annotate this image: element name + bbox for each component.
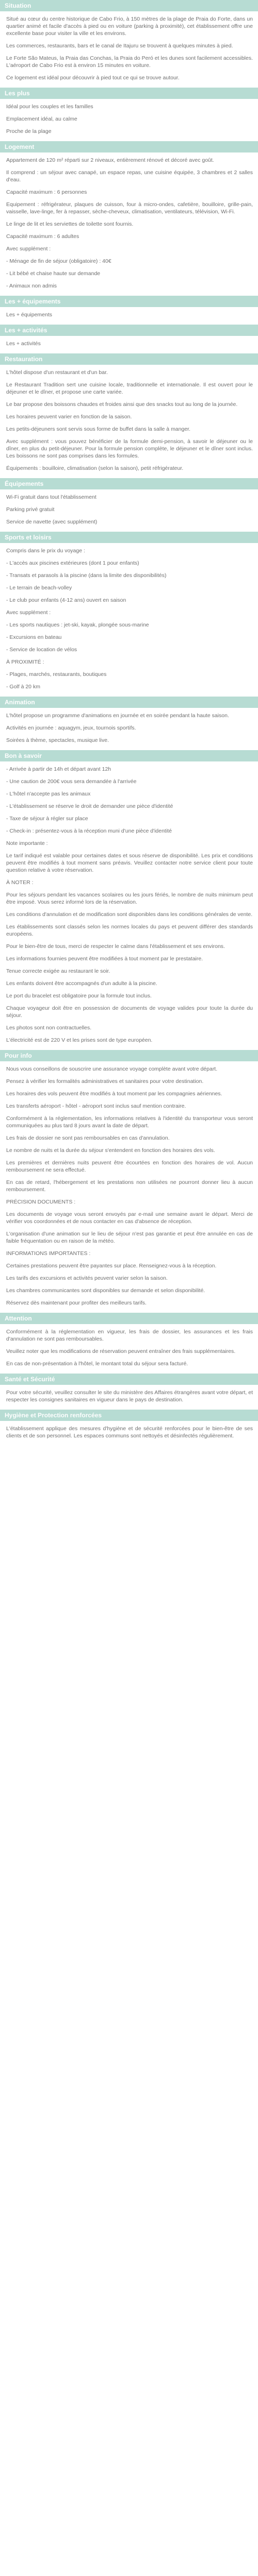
- section-paragraph: - Le club pour enfants (4-12 ans) ouvert en saison: [6, 597, 126, 603]
- section-paragraph: - Transats et parasols à la piscine (dans la limite des disponibilités): [6, 572, 167, 579]
- section-paragraph: Avec supplément :: [6, 246, 51, 252]
- section-paragraph: Les enfants doivent être accompagnés d'un adulte à la piscine.: [6, 980, 157, 987]
- section-paragraph: Ce logement est idéal pour découvrir à pied tout ce qui se trouve autour.: [6, 75, 180, 81]
- section-paragraph: Idéal pour les couples et les familles: [6, 104, 93, 110]
- section-paragraph: Les premières et dernières nuits peuvent être écourtées en fonction des horaires de vol. Aucun remboursement ne sera effectué.: [6, 1160, 253, 1173]
- section-paragraph: Les photos sont non contractuelles.: [6, 1025, 92, 1031]
- section-body: [0, 307, 258, 325]
- section-paragraph: Proche de la plage: [6, 128, 52, 134]
- section-body: [0, 152, 258, 296]
- section-paragraph: À NOTER :: [6, 879, 34, 886]
- section-body: [0, 761, 258, 1050]
- section-paragraph: Tenue correcte exigée au restaurant le soir.: [6, 968, 110, 974]
- section-paragraph: - Le terrain de beach-volley: [6, 585, 72, 591]
- section-paragraph: Le Forte São Mateus, la Praia das Conchas, la Praia do Peró et les dunes sont facilement accessibles. L'aéroport de Cabo Frio est à environ 15 minutes en voiture.: [6, 55, 253, 69]
- section-paragraph: Equipement : réfrigérateur, plaques de cuisson, four à micro-ondes, cafetière, bouilloire, grille-pain, vaisselle, lave-linge, fer à repasser, sèche-cheveux, climatisation, ventilateurs, télévision, Wi-Fi.: [6, 201, 253, 215]
- section-paragraph: En cas de retard, l'hébergement et les prestations non utilisées ne pourront donner lieu à aucun remboursement.: [6, 1179, 253, 1193]
- section-paragraph: Les conditions d'annulation et de modification sont disponibles dans les conditions générales de vente.: [6, 911, 253, 918]
- section-title: Bon à savoir: [0, 750, 258, 761]
- section-paragraph: En cas de non-présentation à l'hôtel, le montant total du séjour sera facturé.: [6, 1361, 188, 1367]
- section-title: Animation: [0, 697, 258, 708]
- section-paragraph: Le linge de lit et les serviettes de toilette sont fournis.: [6, 221, 134, 227]
- section-body: [0, 99, 258, 141]
- section-title: Pour info: [0, 1050, 258, 1061]
- section-paragraph: L'organisation d'une animation sur le lieu de séjour n'est pas garantie et peut être annulée en cas de faible fréquentation ou en raison de la météo.: [6, 1231, 253, 1244]
- section-paragraph: Les établissements sont classés selon les normes locales du pays et peuvent différer des standards européens.: [6, 924, 253, 937]
- section-paragraph: PRÉCISION DOCUMENTS :: [6, 1199, 76, 1205]
- section-title: Situation: [0, 0, 258, 11]
- section-paragraph: Les commerces, restaurants, bars et le canal de Itajuru se trouvent à quelques minutes à pied.: [6, 43, 233, 49]
- section-paragraph: Activités en journée : aquagym, jeux, tournois sportifs.: [6, 725, 136, 731]
- section-paragraph: Les horaires peuvent varier en fonction de la saison.: [6, 414, 132, 420]
- section-paragraph: Pour le bien-être de tous, merci de respecter le calme dans l'établissement et ses environs.: [6, 943, 225, 950]
- section-paragraph: Le Restaurant Tradition sert une cuisine locale, traditionnelle et internationale. Il est ouvert pour le déjeuner et le dîner, et propose une carte variée.: [6, 382, 253, 395]
- section-paragraph: Emplacement idéal, au calme: [6, 116, 77, 122]
- section-paragraph: - Les sports nautiques : jet-ski, kayak, plongée sous-marine: [6, 622, 149, 628]
- section-paragraph: Le port du bracelet est obligatoire pour la formule tout inclus.: [6, 993, 152, 999]
- section-paragraph: - Arrivée à partir de 14h et départ avant 12h: [6, 766, 111, 772]
- section-paragraph: Conformément à la réglementation, les informations relatives à l'identité du transporteur vous seront communiquées au plus tard 8 jours avant la date de départ.: [6, 1115, 253, 1129]
- section-paragraph: - Golf à 20 km: [6, 684, 40, 690]
- section-title: Restauration: [0, 353, 258, 365]
- section-paragraph: Avec supplément : vous pouvez bénéficier de la formule demi-pension, à savoir le déjeuner ou le dîner, en plus du petit-déjeuner. Pour la formule pension complète, le déjeuner et le dîner sont inclus. Les boissons ne sont pas comprises dans les formules.: [6, 438, 253, 459]
- section-paragraph: Appartement de 120 m² réparti sur 2 niveaux, entièrement rénové et décoré avec goût.: [6, 157, 214, 163]
- section-paragraph: - Check-in : présentez-vous à la réception muni d'une pièce d'identité: [6, 828, 172, 834]
- section-paragraph: - Lit bébé et chaise haute sur demande: [6, 270, 101, 277]
- section-title: Santé et Sécurité: [0, 1374, 258, 1385]
- section-body: [0, 489, 258, 532]
- section-paragraph: L'hôtel dispose d'un restaurant et d'un bar.: [6, 369, 108, 376]
- section-paragraph: À PROXIMITÉ :: [6, 659, 44, 665]
- section-paragraph: Les tarifs des excursions et activités peuvent varier selon la saison.: [6, 1275, 168, 1281]
- section-paragraph: - Taxe de séjour à régler sur place: [6, 816, 88, 822]
- section-title: Sports et loisirs: [0, 532, 258, 543]
- section-paragraph: - L'hôtel n'accepte pas les animaux: [6, 791, 91, 797]
- section-paragraph: Wi-Fi gratuit dans tout l'établissement: [6, 494, 96, 500]
- section-paragraph: Compris dans le prix du voyage :: [6, 548, 85, 554]
- section-paragraph: Certaines prestations peuvent être payantes sur place. Renseignez-vous à la réception.: [6, 1263, 217, 1269]
- section-body: [0, 543, 258, 697]
- section-body: [0, 1324, 258, 1374]
- section-body: [0, 1421, 258, 1446]
- section-paragraph: Les + équipements: [6, 312, 53, 318]
- section-title: Attention: [0, 1313, 258, 1324]
- section-paragraph: - Animaux non admis: [6, 283, 57, 289]
- section-paragraph: Il comprend : un séjour avec canapé, un espace repas, une cuisine équipée, 3 chambres et 2 salles d'eau.: [6, 170, 253, 183]
- section-paragraph: Veuillez noter que les modifications de réservation peuvent entraîner des frais supplémentaires.: [6, 1348, 236, 1354]
- section-paragraph: Le bar propose des boissons chaudes et froides ainsi que des snacks tout au long de la journée.: [6, 401, 238, 408]
- section-paragraph: Capacité maximum : 6 adultes: [6, 233, 79, 240]
- section-paragraph: Les + activités: [6, 341, 41, 347]
- section-body: [0, 365, 258, 478]
- section-paragraph: Les frais de dossier ne sont pas remboursables en cas d'annulation.: [6, 1135, 170, 1141]
- section-paragraph: Le nombre de nuits et la durée du séjour s'entendent en fonction des horaires des vols.: [6, 1147, 215, 1154]
- section-paragraph: Réservez dès maintenant pour profiter des meilleurs tarifs.: [6, 1300, 147, 1306]
- section-paragraph: - Plages, marchés, restaurants, boutiques: [6, 671, 107, 677]
- section-paragraph: Service de navette (avec supplément): [6, 519, 98, 525]
- section-paragraph: Le tarif indiqué est valable pour certaines dates et sous réserve de disponibilité. Les prix et conditions peuvent être modifiés à tout moment sans préavis. Veuillez contacter notre service client pour toute question relative à votre réservation.: [6, 853, 253, 873]
- section-title: Les + activités: [0, 325, 258, 336]
- section-paragraph: Pour les séjours pendant les vacances scolaires ou les jours fériés, le nombre de nuits minimum peut être imposé. Vous serez informé lors de la réservation.: [6, 892, 253, 905]
- section-paragraph: Situé au cœur du centre historique de Cabo Frio, à 150 mètres de la plage de Praia do Forte, dans un quartier animé et facile d'accès à pied ou en voiture (parking à proximité), cet établissement offre une excellente base pour visiter la ville et les environs.: [6, 16, 253, 37]
- section-paragraph: - Une caution de 200€ vous sera demandée à l'arrivée: [6, 778, 137, 785]
- section-paragraph: Capacité maximum : 6 personnes: [6, 189, 87, 195]
- section-paragraph: Les documents de voyage vous seront envoyés par e-mail une semaine avant le départ. Merci de vérifier vos coordonnées et de nous contacter en cas d'absence de réception.: [6, 1211, 253, 1225]
- section-body: [0, 1061, 258, 1313]
- section-paragraph: Conformément à la réglementation en vigueur, les frais de dossier, les assurances et les frais d'annulation ne sont pas remboursables.: [6, 1329, 253, 1342]
- section-paragraph: Les informations fournies peuvent être modifiées à tout moment par le prestataire.: [6, 956, 203, 962]
- section-paragraph: Équipements : bouilloire, climatisation (selon la saison), petit réfrigérateur.: [6, 465, 184, 471]
- section-paragraph: Les chambres communicantes sont disponibles sur demande et selon disponibilité.: [6, 1287, 205, 1294]
- section-paragraph: Note importante :: [6, 840, 48, 846]
- section-paragraph: Parking privé gratuit: [6, 506, 55, 513]
- section-paragraph: Avec supplément :: [6, 609, 51, 616]
- section-paragraph: L'électricité est de 220 V et les prises sont de type européen.: [6, 1037, 153, 1043]
- section-paragraph: - Excursions en bateau: [6, 634, 62, 640]
- section-paragraph: Nous vous conseillons de souscrire une assurance voyage complète avant votre départ.: [6, 1066, 218, 1072]
- section-body: [0, 1385, 258, 1410]
- section-body: [0, 708, 258, 750]
- section-paragraph: INFORMATIONS IMPORTANTES :: [6, 1250, 91, 1257]
- section-title: Les + équipements: [0, 296, 258, 307]
- section-body: [0, 11, 258, 88]
- section-paragraph: - Ménage de fin de séjour (obligatoire) : 40€: [6, 258, 111, 264]
- section-paragraph: Les petits-déjeuners sont servis sous forme de buffet dans la salle à manger.: [6, 426, 191, 432]
- section-title: Logement: [0, 141, 258, 152]
- section-paragraph: - L'établissement se réserve le droit de demander une pièce d'identité: [6, 803, 173, 809]
- section-paragraph: Les transferts aéroport - hôtel - aéroport sont inclus sauf mention contraire.: [6, 1103, 186, 1109]
- section-paragraph: Les horaires des vols peuvent être modifiés à tout moment par les compagnies aériennes.: [6, 1091, 222, 1097]
- section-paragraph: Chaque voyageur doit être en possession de documents de voyage valides pour toute la durée du séjour.: [6, 1005, 253, 1019]
- section-paragraph: - L'accès aux piscines extérieures (dont 1 pour enfants): [6, 560, 139, 566]
- section-paragraph: Soirées à thème, spectacles, musique live.: [6, 737, 109, 743]
- section-body: [0, 336, 258, 353]
- section-title: Équipements: [0, 478, 258, 489]
- section-paragraph: Pour votre sécurité, veuillez consulter le site du ministère des Affaires étrangères avant votre départ, et respecter les consignes sanitaires en vigueur dans le pays de destination.: [6, 1389, 253, 1403]
- section-paragraph: - Service de location de vélos: [6, 647, 77, 653]
- section-paragraph: L'établissement applique des mesures d'hygiène et de sécurité renforcées pour le bien-être de ses clients et de son personnel. Les espaces communs sont nettoyés et désinfectés régulièrement.: [6, 1426, 253, 1439]
- section-title: Hygiène et Protection renforcées: [0, 1410, 258, 1421]
- section-title: Les plus: [0, 88, 258, 99]
- section-paragraph: L'hôtel propose un programme d'animations en journée et en soirée pendant la haute saison.: [6, 713, 229, 719]
- section-paragraph: Pensez à vérifier les formalités administratives et sanitaires pour votre destination.: [6, 1078, 204, 1084]
